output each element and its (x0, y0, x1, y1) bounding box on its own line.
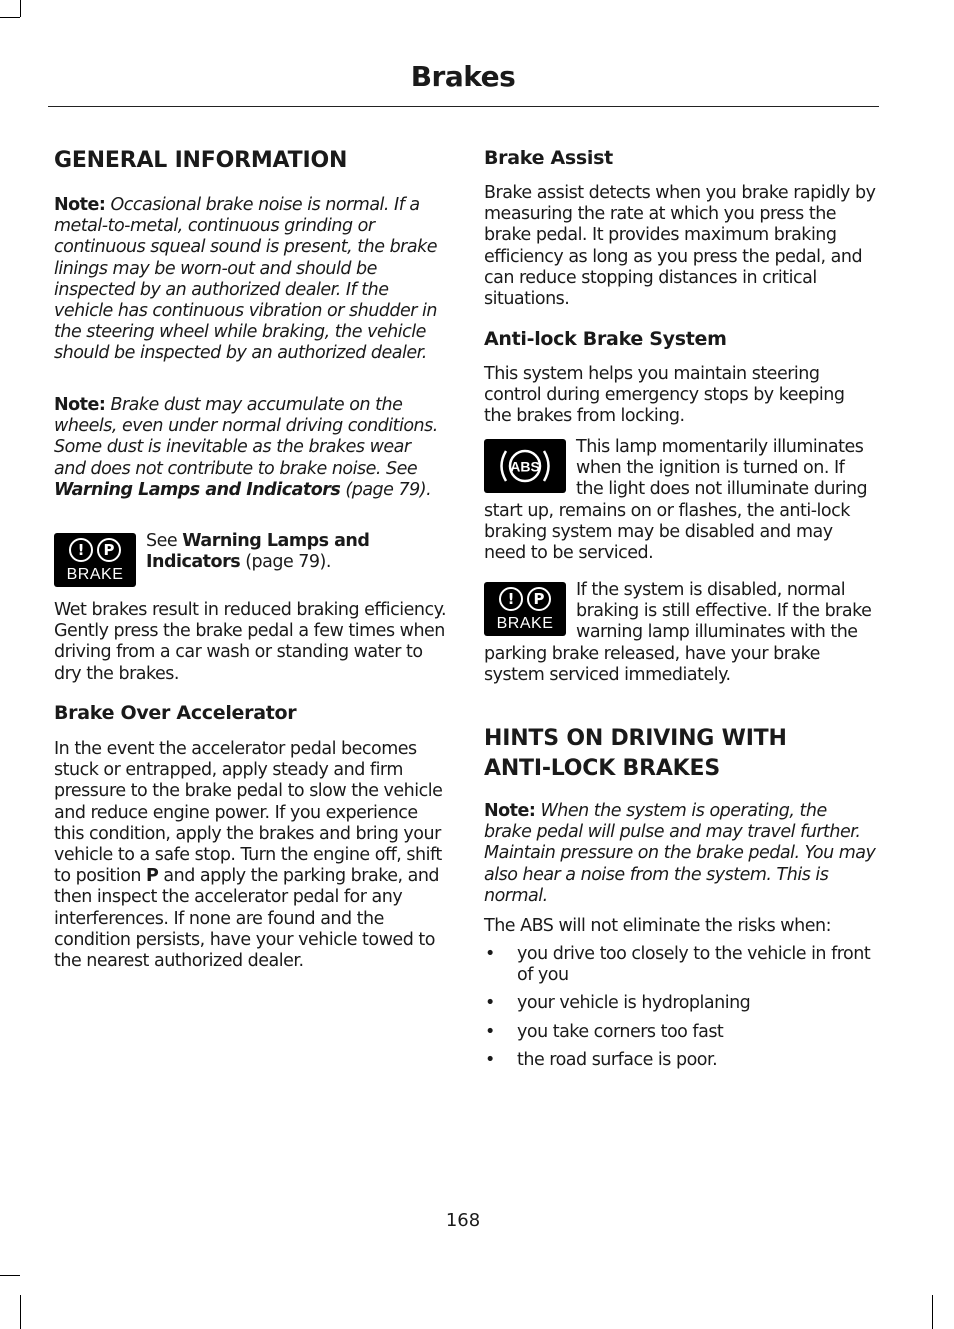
bullet: • (485, 1021, 495, 1042)
page-title: Brakes (410, 60, 516, 93)
abs-icon-label: ABS (510, 458, 540, 475)
list-item-text: you drive too closely to the vehicle in front of you (517, 944, 871, 986)
crop-mark (20, 1295, 21, 1329)
note-label: Note: (54, 195, 106, 215)
list-item-text: you take corners too fast (517, 1021, 724, 1042)
list-item-text: the road surface is poor. (517, 1049, 718, 1070)
crop-mark (0, 1275, 20, 1276)
page-reference: (page 79). (340, 479, 432, 500)
list-item-text: your vehicle is hydroplaning (517, 993, 751, 1014)
crop-mark (20, 0, 21, 17)
warning-lamps-link[interactable]: Warning Lamps and Indicators (146, 531, 370, 573)
general-information-section (54, 146, 446, 176)
anti-lock-brake-text (484, 364, 876, 428)
subsection-heading: Anti-lock Brake System (484, 328, 727, 350)
risks-list (484, 944, 876, 1078)
section-heading: GENERAL INFORMATION (54, 148, 348, 173)
see-text: See (146, 531, 183, 551)
list-item (484, 993, 876, 1014)
subsection-heading: Brake Assist (484, 147, 613, 169)
brake-over-accelerator-section (54, 701, 446, 725)
brake-warning-icon (484, 582, 566, 636)
list-item (484, 1050, 876, 1071)
brake-icon-label: BRAKE (66, 566, 124, 583)
note-system-operating (484, 801, 876, 907)
body-text: and apply the parking brake, and then inspect the accelerator pedal for any interferences. If none are found and the condition persists, have your vehicle towed to the nearest authorized dealer. (54, 866, 440, 972)
crop-mark (932, 1295, 933, 1329)
brake-assist-section (484, 146, 876, 170)
note-label: Note: (54, 395, 106, 415)
list-item (484, 944, 876, 986)
note-text: Occasional brake noise is normal. If a metal-to-metal, continuous grinding or continuous squeal sound is present, the brake linings may be worn-out and should be inspected by an authorized dealer. If the vehicle has continuous vibration or shudder in the steering wheel while braking, the vehicle should be inspected by an authorized dealer. (54, 195, 437, 364)
section-heading: HINTS ON DRIVING WITH (484, 726, 787, 751)
page-reference: (page 79). (240, 552, 331, 573)
brake-icon-reference (54, 531, 446, 591)
bullet: • (485, 944, 495, 964)
brake-warning-icon (54, 533, 136, 587)
note-label: Note: (484, 801, 536, 821)
bullet: • (485, 993, 495, 1014)
body-text: This lamp momentarily illuminates when the ignition is turned on. If the light does not illuminate during start up, remains on or flashes, the anti-lock braking system may be disabled and may need to be serviced. (484, 437, 868, 564)
page-number: 168 (445, 1210, 481, 1231)
list-item (484, 1022, 876, 1043)
body-text: This system helps you maintain steering control during emergency stops by keeping the brakes from locking. (484, 364, 845, 427)
body-text: In the event the accelerator pedal becomes stuck or entrapped, apply steady and firm pressure to the brake pedal to slow the vehicle and reduce engine power. If you experience this condition, apply the brakes and bring your vehicle to a safe stop. Turn the engine off, shift to position (54, 739, 443, 887)
body-text: If the system is disabled, normal braking is still effective. If the brake warning lamp illuminates with the parking brake released, have your brake system serviced immediately. (484, 580, 872, 685)
header-rule (48, 106, 879, 107)
system-disabled-paragraph (484, 580, 876, 686)
hints-section (484, 724, 876, 784)
exclamation-circle-icon: ! (499, 587, 523, 611)
body-text: Wet brakes result in reduced braking efficiency. Gently press the brake pedal a few times when driving from a car wash or standing water to dry the brakes. (54, 600, 447, 684)
note-text: Brake dust may accumulate on the wheels, even under normal driving conditions. Some dust is inevitable as the brakes wear and does not contribute to brake noise. See (54, 395, 438, 479)
brake-assist-text (484, 183, 876, 310)
bullet: • (485, 1049, 495, 1070)
note-text: When the system is operating, the brake pedal will pulse and may travel further. Maintain pressure on the brake pedal. You may also hear a noise from the system. This is normal. (484, 801, 876, 906)
note-brake-dust (54, 395, 446, 501)
note-brake-noise (54, 195, 446, 365)
exclamation-circle-icon: ! (69, 538, 93, 562)
warning-lamps-link[interactable]: Warning Lamps and Indicators (54, 479, 341, 500)
brake-over-accelerator-text (54, 739, 446, 972)
subsection-heading: Brake Over Accelerator (54, 702, 297, 724)
brake-icon-label: BRAKE (496, 615, 554, 632)
risks-intro (484, 916, 876, 937)
abs-lamp-paragraph (484, 437, 876, 564)
abs-warning-icon (484, 439, 566, 493)
abs-lamp-svg (489, 442, 561, 490)
anti-lock-brake-section (484, 327, 876, 351)
body-text: The ABS will not eliminate the risks when: (484, 916, 831, 936)
parking-circle-icon: P (527, 587, 551, 611)
section-heading: ANTI-LOCK BRAKES (484, 756, 721, 781)
parking-circle-icon: P (97, 538, 121, 562)
wet-brakes-paragraph (54, 600, 446, 685)
park-position-label: P (146, 866, 159, 887)
crop-mark (0, 17, 20, 18)
body-text: Brake assist detects when you brake rapidly by measuring the rate at which you press the brake pedal. It provides maximum braking efficiency as long as you press the pedal, and can reduce stopping distances in critical situations. (484, 183, 876, 310)
